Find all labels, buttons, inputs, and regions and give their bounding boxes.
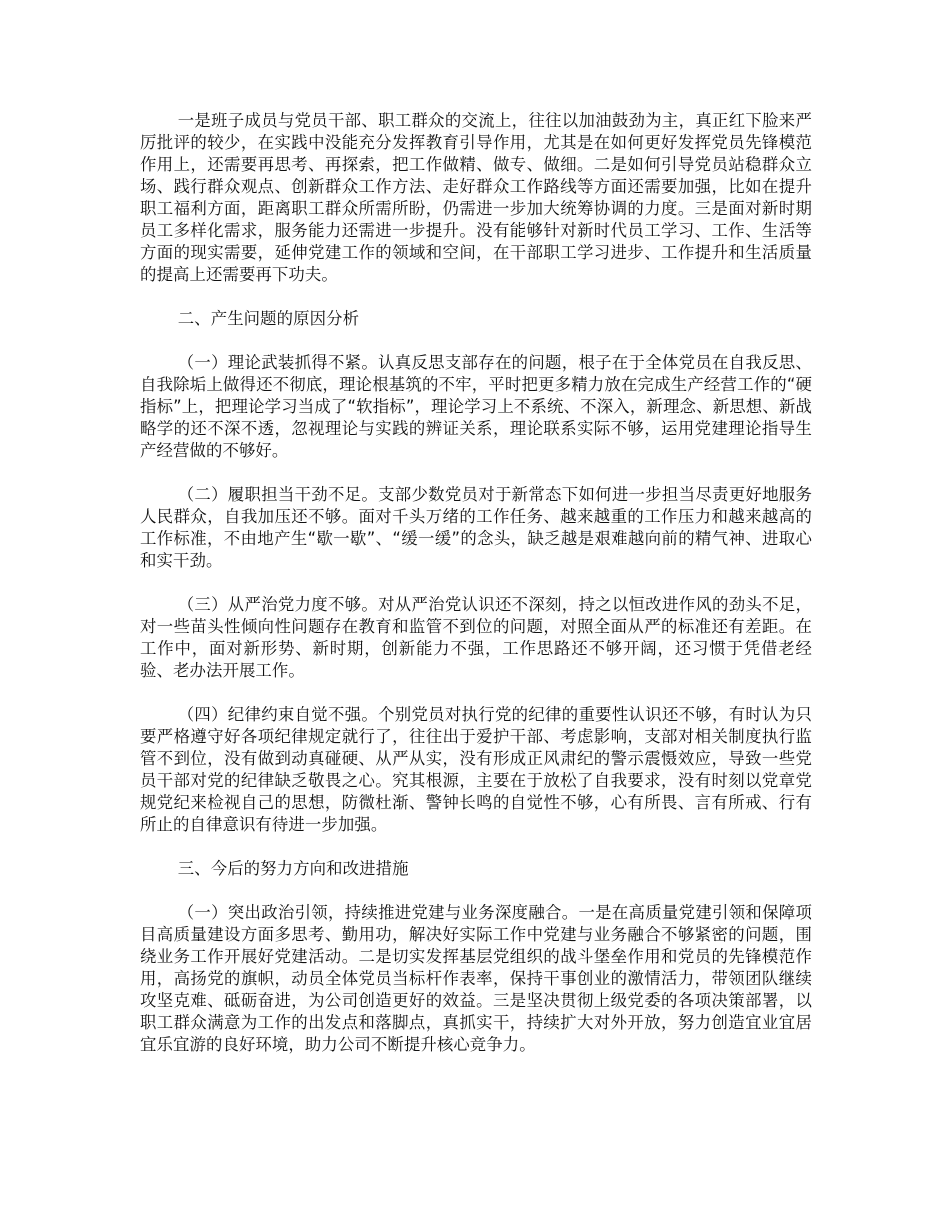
- paragraph-improvement-political: （一）突出政治引领，持续推进党建与业务深度融合。一是在高质量党建引领和保障项目高质量建设方面多思考、勤用功，解决好实际工作中党建与业务融合不够紧密的问题，围绕业务工作开展好党建活动。二是切实发挥基层党组织的战斗堡垒作用和党员的先锋模范作用，高扬党的旗帜，动员全体党员当标杆作表率，保持干事创业的激情活力，带领团队继续攻坚克难、砥砺奋进，为公司创造更好的效益。三是坚决贯彻上级党委的各项决策部署，以职工群众满意为工作的出发点和落脚点，真抓实干，持续扩大对外开放，努力创造宜业宜居宜乐宜游的良好环境，助力公司不断提升核心竞争力。: [140, 903, 812, 1054]
- section-heading-cause-analysis: 二、产生问题的原因分析: [177, 309, 360, 328]
- paragraph-problems-detail: 一是班子成员与党员干部、职工群众的交流上，往往以加油鼓劲为主，真正红下脸来严厉批评的较少，在实践中没能充分发挥教育引导作用，尤其是在如何更好发挥党员先锋模范作用上，还需要再思考、再探索，把工作做精、做专、做细。二是如何引导党员站稳群众立场、践行群众观点、创新群众工作方法、走好群众工作路线等方面还需要加强，比如在提升职工福利方面，距离职工群众所需所盼，仍需进一步加大统筹协调的力度。三是面对新时期员工多样化需求，服务能力还需进一步提升。没有能够针对新时代员工学习、工作、生活等方面的现实需要，延伸党建工作的领域和空间，在干部职工学习进步、工作提升和生活质量的提高上还需要再下功夫。: [140, 111, 812, 284]
- section-heading-improvement: 三、今后的努力方向和改进措施: [177, 859, 409, 878]
- document-body: [140, 110, 812, 1078]
- paragraph-cause-theory: （一）理论武装抓得不紧。认真反思支部存在的问题，根子在于全体党员在自我反思、自我除垢上做得还不彻底，理论根基筑的不牢，平时把更多精力放在完成生产经营工作的“硬指标”上，把理论学习当成了“软指标”，理论学习上不系统、不深入，新理念、新思想、新战略学的还不深不透，忽视理论与实践的辨证关系，理论联系实际不够，运用党建理论指导生产经营做的不够好。: [140, 353, 812, 460]
- paragraph-cause-self-discipline: （四）纪律约束自觉不强。个别党员对执行党的纪律的重要性认识还不够，有时认为只要严格遵守好各项纪律规定就行了，往往出于爱护干部、考虑影响，支部对相关制度执行监管不到位，没有做到动真碰硬、从严从实，没有形成正风肃纪的警示震慑效应，导致一些党员干部对党的纪律缺乏敬畏之心。究其根源，主要在于放松了自我要求，没有时刻以党章党规党纪来检视自己的思想，防微杜渐、警钟长鸣的自觉性不够，心有所畏、言有所戒、行有所止的自律意识有待进一步加强。: [140, 705, 812, 834]
- paragraph-cause-duty: （二）履职担当干劲不足。支部少数党员对于新常态下如何进一步担当尽责更好地服务人民群众，自我加压还不够。面对千头万绪的工作任务、越来越重的工作压力和越来越高的工作标准，不由地产生“歇一歇”、“缓一缓”的念头，缺乏越是艰难越向前的精气神、进取心和实干劲。: [140, 485, 812, 570]
- paragraph-cause-discipline-strictness: （三）从严治党力度不够。对从严治党认识还不深刻，持之以恒改进作风的劲头不足，对一些苗头性倾向性问题存在教育和监管不到位的问题，对照全面从严的标准还有差距。在工作中，面对新形势、新时期，创新能力不强，工作思路还不够开阔，还习惯于凭借老经验、老办法开展工作。: [140, 595, 812, 680]
